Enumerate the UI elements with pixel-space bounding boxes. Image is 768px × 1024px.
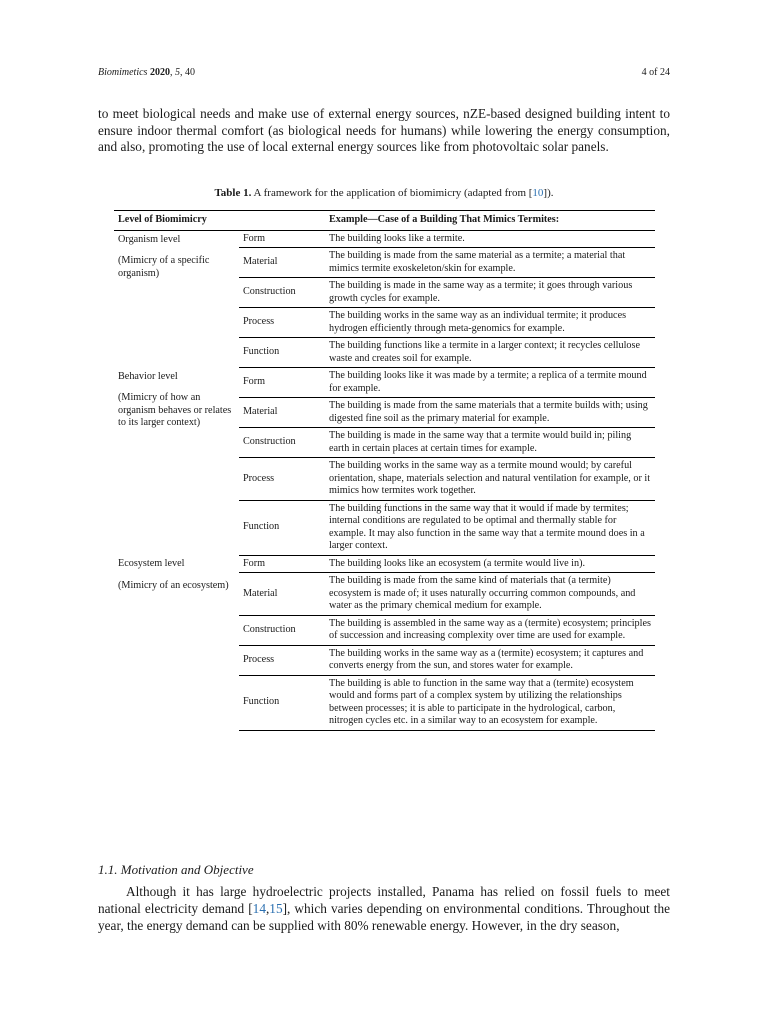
example-cell: The building is assembled in the same way as a (termite) ecosystem; principles of succession and increasing complexity over time are used for example. [325,615,655,645]
example-cell: The building is made in the same way that a termite would build in; piling earth in certain places at certain times for example. [325,428,655,458]
aspect-cell: Construction [239,278,325,308]
header-level-of-biomimicry: Level of Biomimicry [114,211,325,231]
level-cell [114,230,239,368]
level-name: Organism level [118,233,181,245]
aspect-cell: Form [239,368,325,398]
reference-link[interactable]: 10 [532,187,544,199]
intro-paragraph: to meet biological needs and make use of external energy sources, nZE-based designed building intent to ensure indoor thermal comfort (as biological needs for humans) while lowering the energy consumption, and also, promoting the use of local external energy sources like from photovoltaic solar panels. [98,106,670,155]
reference-link[interactable]: 14 [252,900,266,916]
header-example: Example—Case of a Building That Mimics Termites: [325,211,655,231]
level-name: Ecosystem level [118,558,185,569]
aspect-cell: Material [239,248,325,278]
body-paragraph [98,884,670,934]
journal-name: Biomimetics [98,67,148,78]
body-text-part2: ], which varies depending on environmental conditions. Throughout the year, the energy demand can be supplied with 80% renewable energy. However, in the dry season, [98,900,671,933]
example-cell: The building works in the same way as a (termite) ecosystem; it captures and converts energy from the sun, and stores water for example. [325,645,655,675]
journal-citation: Biomimetics 2020, 5, 40 [98,67,195,78]
table-row [114,368,655,398]
aspect-cell: Function [239,675,325,730]
example-cell: The building looks like a termite. [325,230,655,248]
aspect-cell: Material [239,398,325,428]
level-name: Behavior level [118,370,178,382]
example-cell: The building looks like an ecosystem (a termite would live in). [325,555,655,573]
aspect-cell: Form [239,230,325,248]
level-cell [114,368,239,556]
level-description: (Mimicry of a specific organism) [118,255,210,279]
example-cell: The building is made from the same materials that a termite builds with; using digested fine soil as the primary material for example. [325,398,655,428]
aspect-cell: Form [239,555,325,573]
page-number: 4 of 24 [641,67,670,78]
body-text-part1: Although it has large hydroelectric projects installed, Panama has relied on fossil fuels to meet national electricity demand [ [98,884,670,916]
example-cell: The building functions like a termite in a larger context; it recycles cellulose waste and creates soil for example. [325,338,655,368]
table-row [114,555,655,573]
biomimicry-framework-table [114,210,655,731]
aspect-cell: Process [239,458,325,501]
example-cell: The building functions in the same way that it would if made by termites; internal conditions are regulated to be optimal and thermally stable for example. It may also function in the same way that a termite mound does in a larger context. [325,500,655,555]
example-cell: The building is made from the same kind of materials that (a termite) ecosystem is made of; it uses naturally occurring common compounds, and water as the primary chemical medium for example. [325,573,655,616]
table-row [114,230,655,248]
aspect-cell: Process [239,308,325,338]
journal-volume: 5 [174,67,180,78]
article-number: 40 [184,67,195,78]
page-header [98,67,670,78]
table-caption-label: Table 1. [214,187,252,199]
level-description: (Mimicry of an ecosystem) [118,579,229,591]
table-caption-end: ]). [543,187,554,199]
example-cell: The building is able to function in the same way that a (termite) ecosystem would and forms part of a complex system by utilizing the relationships between processes; it is able to participate in the hydrological, carbon, nitrogen cycles etc. in a similar way to an ecosystem for example. [325,675,655,730]
example-cell: The building is made in the same way as a termite; it goes through various growth cycles for example. [325,278,655,308]
example-cell: The building works in the same way as a termite mound would; by careful orientation, shape, materials selection and natural ventilation for example, or it mimics how termites work together. [325,458,655,501]
table-caption [98,187,670,199]
aspect-cell: Function [239,338,325,368]
level-description: (Mimicry of how an organism behaves or relates to its larger context) [118,392,232,428]
section-heading: 1.1. Motivation and Objective [98,862,254,877]
reference-separator: , [265,900,270,916]
aspect-cell: Construction [239,615,325,645]
example-cell: The building works in the same way as an individual termite; it produces hydrogen efficiently through meta-genomics for example. [325,308,655,338]
aspect-cell: Material [239,573,325,616]
aspect-cell: Process [239,645,325,675]
journal-year: 2020 [149,67,170,78]
aspect-cell: Function [239,500,325,555]
aspect-cell: Construction [239,428,325,458]
reference-link[interactable]: 15 [269,900,283,916]
example-cell: The building is made from the same material as a termite; a material that mimics termite exoskeleton/skin for example. [325,248,655,278]
table-caption-text: A framework for the application of biomimicry (adapted from [ [253,187,533,199]
table-header-row [114,211,655,231]
level-cell [114,555,239,730]
example-cell: The building looks like it was made by a termite; a replica of a termite mound for example. [325,368,655,398]
